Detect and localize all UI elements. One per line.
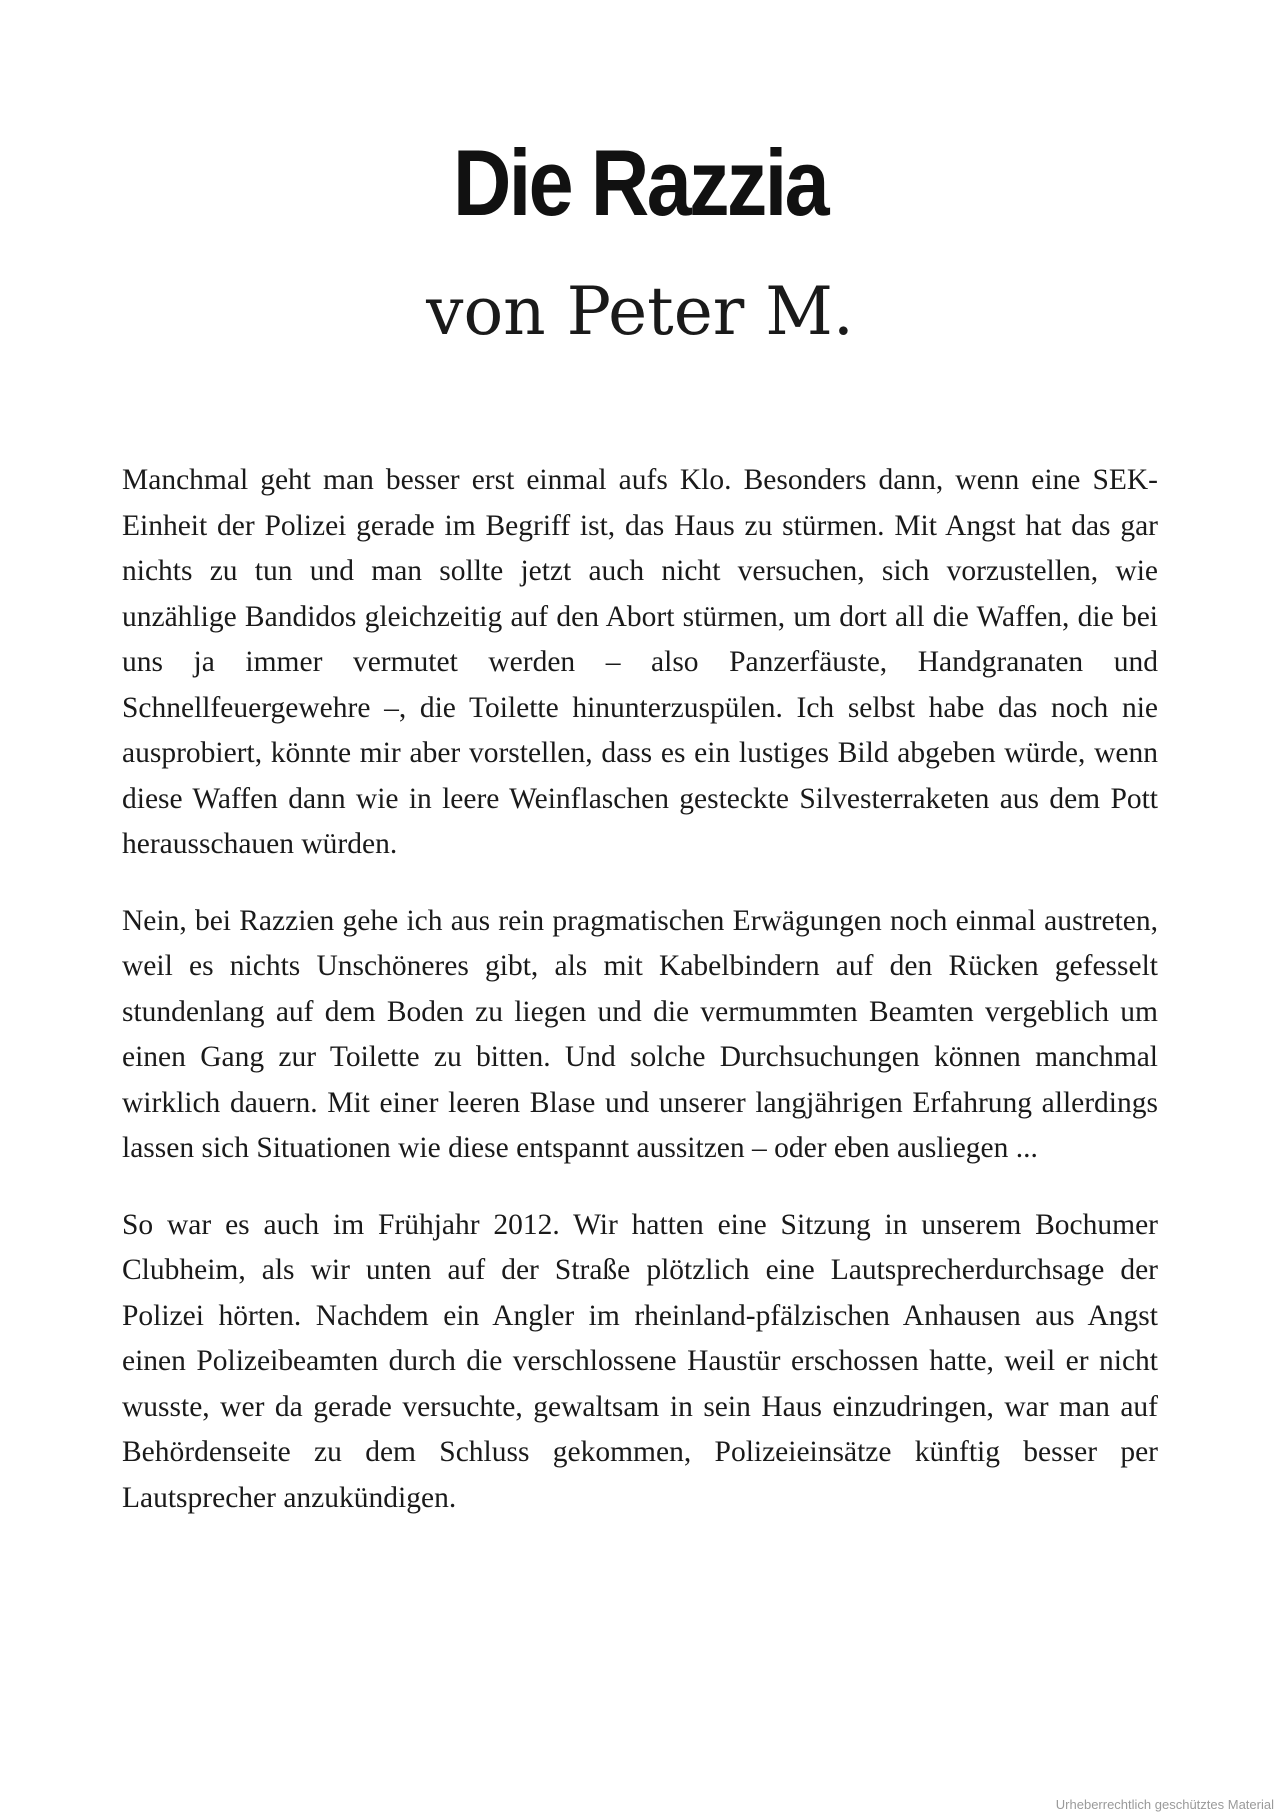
paragraph: Manchmal geht man besser erst einmal aufs Klo. Besonders dann, wenn eine SEK-Einheit der Polizei gerade im Begriff ist, das Haus zu stürmen. Mit Angst hat das gar nichts zu tun und man sollte jetzt auch nicht versuchen, sich vorzustellen, wie unzählige Bandidos gleichzeitig auf den Abort stürmen, um dort all die Waffen, die bei uns ja immer vermutet werden – also Panzerfäuste, Handgranaten und Schnellfeuergewehre –, die Toilette hinunterzuspülen. Ich selbst habe das noch nie ausprobiert, könnte mir aber vorstellen, dass es ein lustiges Bild abgeben würde, wenn diese Waffen dann wie in leere Weinflaschen gesteckte Silvesterraketen aus dem Pott herausschauen würden. — [122, 464, 1158, 860]
chapter-title: Die Razzia — [452, 130, 828, 235]
chapter-author: von Peter M. — [426, 273, 854, 350]
paragraph: Nein, bei Razzien gehe ich aus rein pragmatischen Erwägungen noch einmal austreten, weil es nichts Unschöneres gibt, als mit Kabelbindern auf den Rücken gefesselt stundenlang auf dem Boden zu liegen und die vermummten Beamten vergeblich um einen Gang zur Toilette zu bitten. Und solche Durchsuchungen können manchmal wirklich dauern. Mit einer leeren Blase und unserer langjährigen Erfahrung allerdings lassen sich Situationen wie diese entspannt aussitzen – oder eben ausliegen ... — [122, 904, 1158, 1164]
body-text — [122, 458, 1158, 1552]
paragraph: So war es auch im Frühjahr 2012. Wir hatten eine Sitzung in unserem Bochumer Clubheim, als wir unten auf der Straße plötzlich eine Lautsprecherdurchsage der Polizei hörten. Nachdem ein Angler im rheinland-pfälzischen Anhausen aus Angst einen Polizeibeamten durch die verschlossene Haustür erschossen hatte, weil er nicht wusste, wer da gerade versuchte, gewaltsam in sein Haus einzudringen, war man auf Behördenseite zu dem Schluss gekommen, Polizeieinsätze künftig besser per Lautsprecher anzukündigen. — [122, 1208, 1158, 1514]
copyright-watermark: Urheberrechtlich geschütztes Material — [1055, 1797, 1274, 1812]
